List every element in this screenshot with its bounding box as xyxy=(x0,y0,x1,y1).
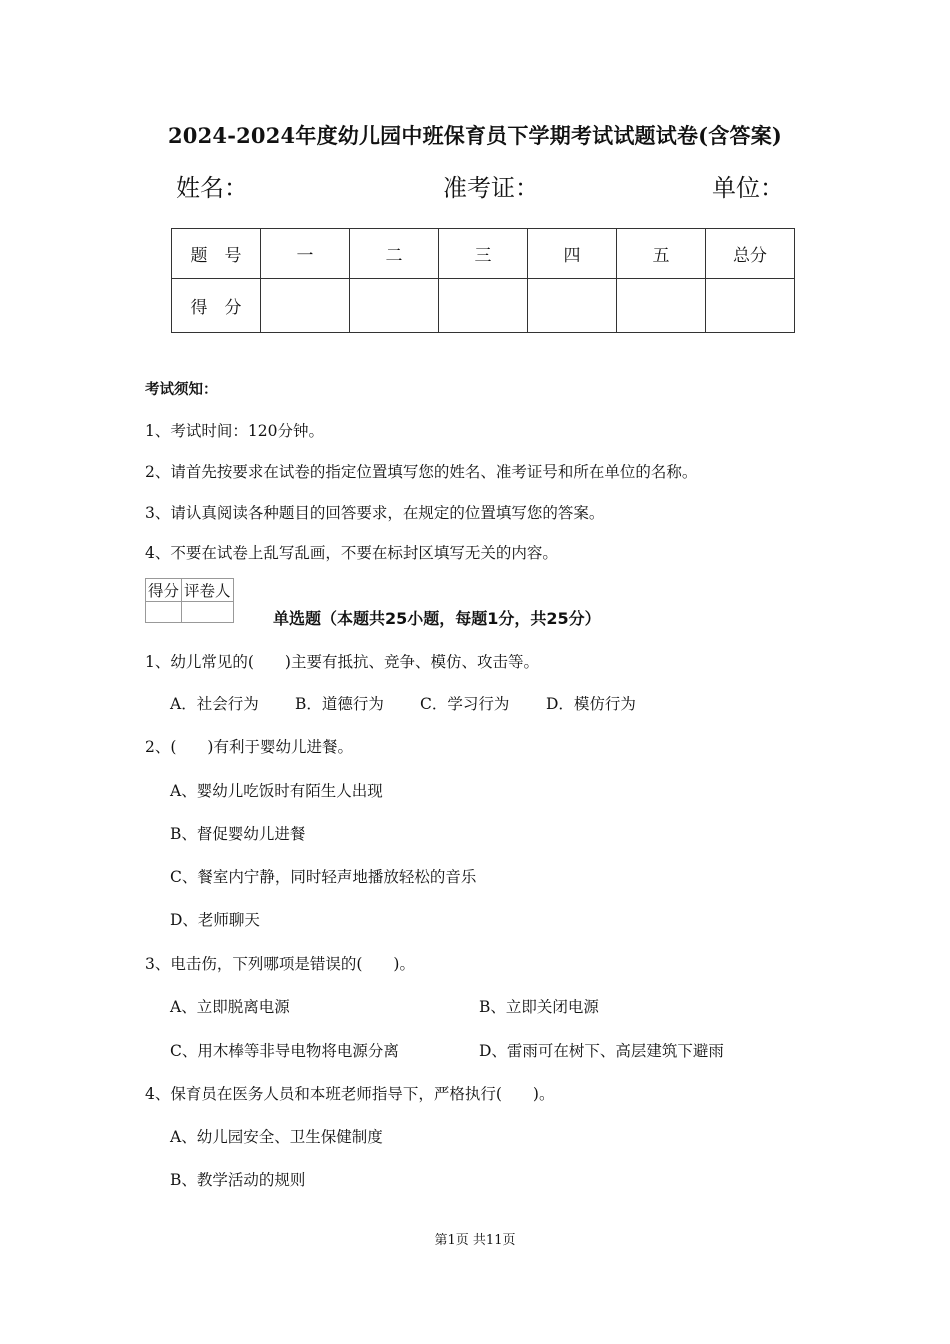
question-stem: 3、电击伤，下列哪项是错误的( )。 xyxy=(145,955,415,973)
notice-item: 3、请认真阅读各种题目的回答要求，在规定的位置填写您的答案。 xyxy=(145,504,605,522)
score-cell xyxy=(261,279,350,333)
section-title: 单选题（本题共25小题，每题1分，共25分） xyxy=(273,609,601,628)
question-option: A、立即脱离电源 xyxy=(170,998,290,1016)
question-stem: 4、保育员在医务人员和本班老师指导下，严格执行( )。 xyxy=(145,1085,555,1103)
score-table-header-cell: 题 号 xyxy=(172,229,261,279)
score-cell xyxy=(528,279,617,333)
notice-item: 1、考试时间：120分钟。 xyxy=(145,422,324,440)
score-table-header-cell: 二 xyxy=(350,229,439,279)
question-option: C、用木棒等非导电物将电源分离 xyxy=(170,1042,399,1060)
score-table-header-cell: 一 xyxy=(261,229,350,279)
grader-score-label: 得分 xyxy=(146,579,182,602)
score-table-header-cell: 三 xyxy=(439,229,528,279)
score-table-header-cell: 四 xyxy=(528,229,617,279)
score-table-header-row xyxy=(172,229,795,279)
score-table-score-row xyxy=(172,279,795,333)
question-option: A．社会行为 xyxy=(170,695,259,713)
score-cell xyxy=(350,279,439,333)
question-option: D．模仿行为 xyxy=(546,695,636,713)
score-cell xyxy=(706,279,795,333)
question-stem: 2、( )有利于婴幼儿进餐。 xyxy=(145,738,353,756)
score-table-header-cell: 五 xyxy=(617,229,706,279)
question-option: D、雷雨可在树下、高层建筑下避雨 xyxy=(479,1042,724,1060)
unit-field-label: 单位： xyxy=(712,174,784,202)
notice-item: 2、请首先按要求在试卷的指定位置填写您的姓名、准考证号和所在单位的名称。 xyxy=(145,463,698,481)
question-option: B、督促婴幼儿进餐 xyxy=(170,825,306,843)
score-table-header-cell: 总分 xyxy=(706,229,795,279)
grader-name-cell xyxy=(182,602,234,623)
name-field-label: 姓名： xyxy=(176,174,248,202)
question-option: C．学习行为 xyxy=(420,695,510,713)
score-cell xyxy=(617,279,706,333)
grader-score-cell xyxy=(146,602,182,623)
grader-table xyxy=(145,578,234,623)
question-option: A、幼儿园安全、卫生保健制度 xyxy=(170,1128,383,1146)
question-option: C、餐室内宁静，同时轻声地播放轻松的音乐 xyxy=(170,868,477,886)
question-option: A、婴幼儿吃饭时有陌生人出现 xyxy=(170,782,383,800)
question-option: B．道德行为 xyxy=(295,695,384,713)
score-table xyxy=(171,228,795,333)
question-option: B、立即关闭电源 xyxy=(479,998,599,1016)
question-option: B、教学活动的规则 xyxy=(170,1171,306,1189)
question-option: D、老师聊天 xyxy=(170,911,260,929)
score-row-label: 得 分 xyxy=(172,279,261,333)
notice-heading: 考试须知： xyxy=(145,382,218,398)
score-cell xyxy=(439,279,528,333)
document-title: 2024-2024年度幼儿园中班保育员下学期考试试题试卷(含答案) xyxy=(167,123,783,148)
notice-item: 4、不要在试卷上乱写乱画，不要在标封区填写无关的内容。 xyxy=(145,544,558,562)
page-footer: 第1页 共11页 xyxy=(434,1233,516,1248)
question-stem: 1、幼儿常见的( )主要有抵抗、竞争、模仿、攻击等。 xyxy=(145,653,539,671)
exam-id-field-label: 准考证： xyxy=(443,174,539,202)
grader-name-label: 评卷人 xyxy=(182,579,234,602)
